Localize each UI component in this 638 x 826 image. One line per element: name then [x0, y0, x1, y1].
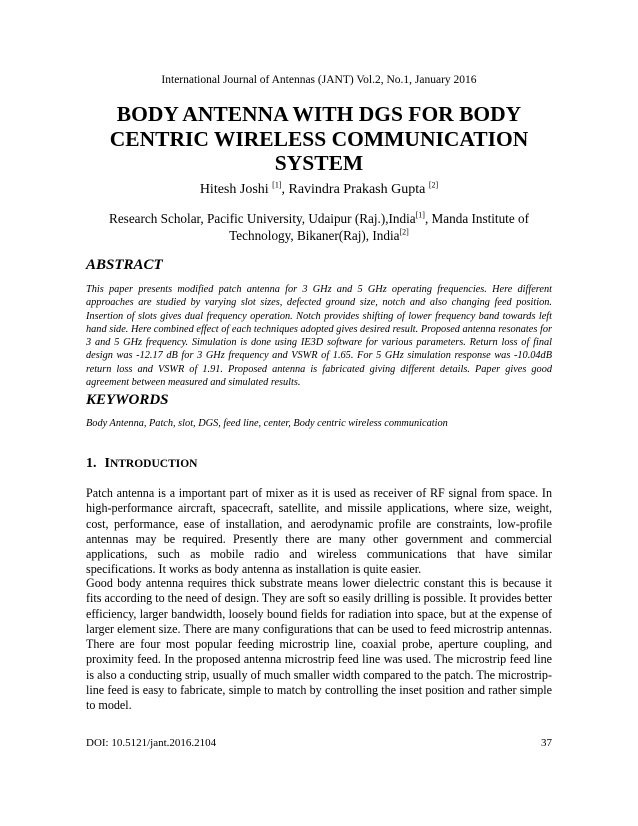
author-ref: [2]: [428, 180, 439, 190]
body-paragraph: Patch antenna is a important part of mixer as it is used as receiver of RF signal from space. In high-performance aircraft, spacecraft, satellite, and missile applications, where size, weight, cost, performance, ease of installation, and aerodynamic profile are constraints, low-profile antennas may be required. Presently there are many other government and commercial applications, such as mobile radio and wireless communications that have similar specifications. It works as body antenna as installation is quite easier.: [86, 486, 552, 577]
running-header: International Journal of Antennas (JANT) Vol.2, No.1, January 2016: [161, 74, 477, 86]
section-initial: I: [104, 456, 110, 471]
section-title-rest: NTRODUCTION: [109, 458, 198, 470]
footer-doi: DOI: 10.5121/jant.2016.2104: [86, 737, 217, 749]
affiliation-text: Research Scholar, Pacific University, Udaipur (Raj.),India: [109, 211, 416, 226]
section-heading-introduction: [86, 456, 198, 472]
page-number: 37: [541, 737, 552, 749]
author-name: , Ravindra Prakash Gupta: [281, 182, 429, 197]
keywords-heading: KEYWORDS: [86, 392, 169, 408]
body-paragraph: Good body antenna requires thick substrate means lower dielectric constant this is because it fits according to the need of design. They are soft so easily drilling is possible. It provides better efficiency, larger bandwidth, loosely bound fields for radiation into space, but at the expense of larger element size. There are many configurations that can be used to feed microstrip antennas. There are four most popular feeding microstrip line, coaxial probe, aperture coupling, and proximity feed. In the proposed antenna microstrip feed line was used. The microstrip feed line is also a conducting strip, usually of much smaller width compared to the patch. The microstrip-line feed is easy to fabricate, simple to match by controlling the inset position and rather simple to model.: [86, 576, 552, 713]
affiliation-ref: [1]: [415, 210, 425, 220]
keywords-text: Body Antenna, Patch, slot, DGS, feed line, center, Body centric wireless communication: [86, 418, 448, 429]
affiliation: [86, 210, 552, 244]
abstract-heading: ABSTRACT: [86, 257, 163, 273]
author-name: Hitesh Joshi: [199, 182, 273, 197]
affiliation-text: , Manda Institute of Technology, Bikaner(Raj), India: [229, 211, 529, 243]
affiliation-ref: [2]: [399, 227, 409, 237]
abstract-text: This paper presents modified patch antenna for 3 GHz and 5 GHz operating frequencies. Here different approaches are studied by varying slot sizes, defected ground size, notch and also changing feed position. Insertion of slots gives dual frequency operation. Notch provides shifting of lower frequency band towards left hand side. Here combined effect of each techniques adopted gives desired result. Proposed antenna resonates for 3 and 5 GHz frequency. Simulation is done using IE3D software for various parameters. Return loss of final design was -12.17 dB for 3 GHz frequency and VSWR of 1.65. For 5 GHz simulation response was -10.04dB return loss and VSWR of 1.91. Proposed antenna is fabricated giving different details. Paper gives good agreement between measured and simulated results.: [86, 284, 552, 389]
author-ref: [1]: [272, 180, 282, 190]
section-number: 1.: [86, 456, 97, 471]
paper-title: BODY ANTENNA WITH DGS FOR BODY CENTRIC WIRELESS COMMUNICATION SYSTEM: [109, 102, 529, 175]
author-line: [86, 182, 552, 198]
